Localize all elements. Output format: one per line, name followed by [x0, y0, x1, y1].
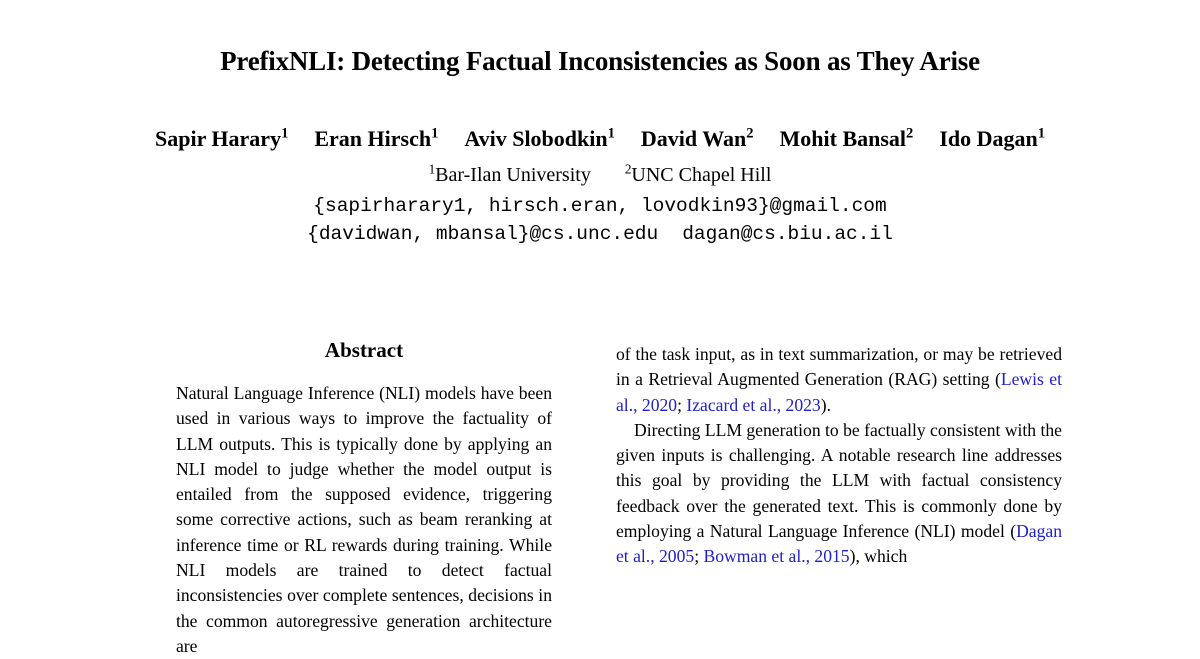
affiliation: $^1$Bar-Ilan University: [428, 161, 591, 186]
introduction-column: [616, 330, 1062, 570]
affiliation: $^2$UNC Chapel Hill: [624, 161, 772, 186]
author-affiliation-marker: 2: [906, 126, 914, 142]
author: Mohit Bansal$^2$: [779, 126, 914, 152]
author: Aviv Slobodkin$^1$: [464, 126, 615, 152]
author-emails: [60, 192, 1140, 248]
author: Sapir Harary$^1$: [154, 126, 289, 152]
intro-paragraph-continued: of the task input, as in text summarization, or may be retrieved in a Retrieval Augmented Generation (RAG) setting (Lewis et al., 2020; Izacard et al., 2023).: [616, 344, 1062, 415]
email-line: {davidwan, mbansal}@cs.unc.edu dagan@cs.biu.ac.il: [307, 223, 893, 245]
abstract-heading: Abstract: [324, 338, 404, 362]
citation-link[interactable]: Lewis et al., 2020: [616, 369, 1062, 415]
page-title: PrefixNLI: Detecting Factual Inconsistencies as Soon as They Arise: [220, 46, 980, 76]
email-line: {sapirharary1, hirsch.eran, lovodkin93}@gmail.com: [313, 195, 887, 217]
affiliation-list: [60, 161, 1140, 187]
citation-link[interactable]: Izacard et al., 2023: [686, 394, 821, 415]
author-affiliation-marker: 1: [281, 126, 289, 142]
author: Eran Hirsch$^1$: [314, 126, 439, 152]
author-affiliation-marker: 1: [431, 126, 439, 142]
author: Ido Dagan$^1$: [939, 126, 1045, 152]
author-affiliation-marker: 2: [746, 126, 754, 142]
abstract-text: Natural Language Inference (NLI) models have been used in various ways to improve the factuality of LLM outputs. This is typically done by applying an NLI model to judge whether the model output is entailed from the supposed evidence, triggering some corrective actions, such as beam reranking at inference time or RL rewards during training. While NLI models are trained to detect factual inconsistencies over complete sentences, decisions in the common autoregressive generation architecture are: [176, 383, 552, 656]
author-affiliation-marker: 1: [607, 126, 615, 142]
citation-link[interactable]: Dagan et al., 2005: [616, 521, 1062, 567]
citation-link[interactable]: Bowman et al., 2015: [703, 546, 850, 567]
abstract-column: [176, 330, 552, 659]
intro-paragraph: Directing LLM generation to be factually consistent with the given inputs is challenging. A notable research line addresses this goal by providing the LLM with factual consistency feedback over the generated text. This is commonly done by employing a Natural Language Inference (NLI) model (Dagan et al., 2005; Bowman et al., 2015), which: [616, 419, 1062, 567]
author: David Wan$^2$: [640, 126, 754, 152]
author-affiliation-marker: 1: [1037, 126, 1045, 142]
author-list: [60, 126, 1140, 152]
